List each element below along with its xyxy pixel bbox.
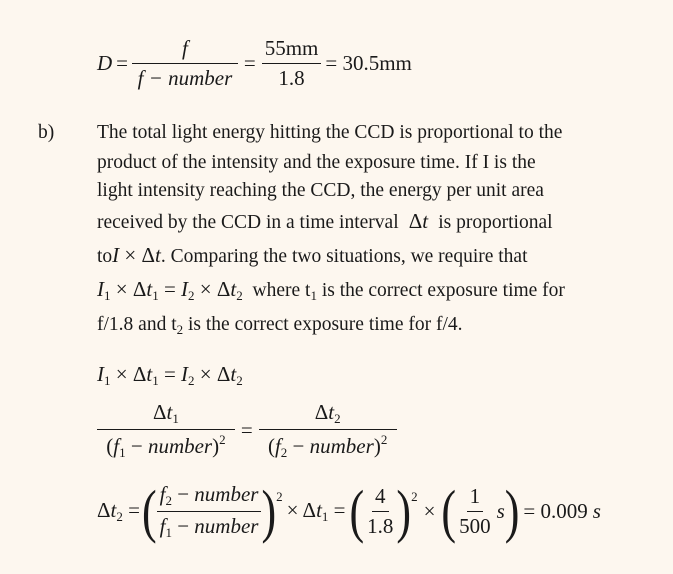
- fraction-55mm-over-1-8: $\frac{55mm}{1.8}$: [262, 36, 322, 91]
- eq-lhs-D: D: [97, 51, 113, 75]
- fraction-f-over-fnumber: $\frac{f}{\text{f − number}}$: [132, 36, 238, 91]
- equation-ratio: $\frac{\Delta t_1}{(f_1 - number)^2}$ = $\frac{\Delta t_2}{(f_2 - number)^2}$: [97, 400, 397, 461]
- paragraph-line-1: The total light energy hitting the CCD is proportional to the: [97, 122, 563, 143]
- paragraph-line-3: light intensity reaching the CCD, the energy per unit area: [97, 180, 544, 201]
- eq-D-result: = 30.5mm: [325, 51, 412, 75]
- paragraph-line-2: product of the intensity and the exposure time. If I is the: [97, 152, 536, 173]
- equation-aperture-diameter: D = $\frac{f}{\text{f − number}}$ = $\frac{55mm}{1.8}$ = 30.5mm: [97, 36, 412, 90]
- part-label: b): [38, 122, 55, 143]
- paragraph-line-6: $I_1 \times \Delta t_1 = I_2 \times \Delta t_2$ where $t_1$ is the correct exposure time for: [97, 277, 565, 303]
- paragraph-line-5: toI × Δt. Comparing the two situations, we require that: [97, 243, 528, 267]
- paragraph-line-4: received by the CCD in a time interval Δt is proportional: [97, 209, 553, 233]
- equation-final-exposure: $\Delta t_2$ = ( $\frac{f_2 - number}{f_1 - number}$ ) $^2$ × $\Delta t_1$ = ( $\frac{4}{1.8}$ ) $^2$ × ( $\frac{1}{500}$ s ) = 0.009 s: [97, 477, 601, 544]
- equation-energy-equality: $I_1 \times \Delta t_1 = I_2 \times \Delta t_2$: [97, 362, 243, 388]
- paragraph-line-7: f/1.8 and $t_2$ is the correct exposure time for f/4.: [97, 314, 463, 337]
